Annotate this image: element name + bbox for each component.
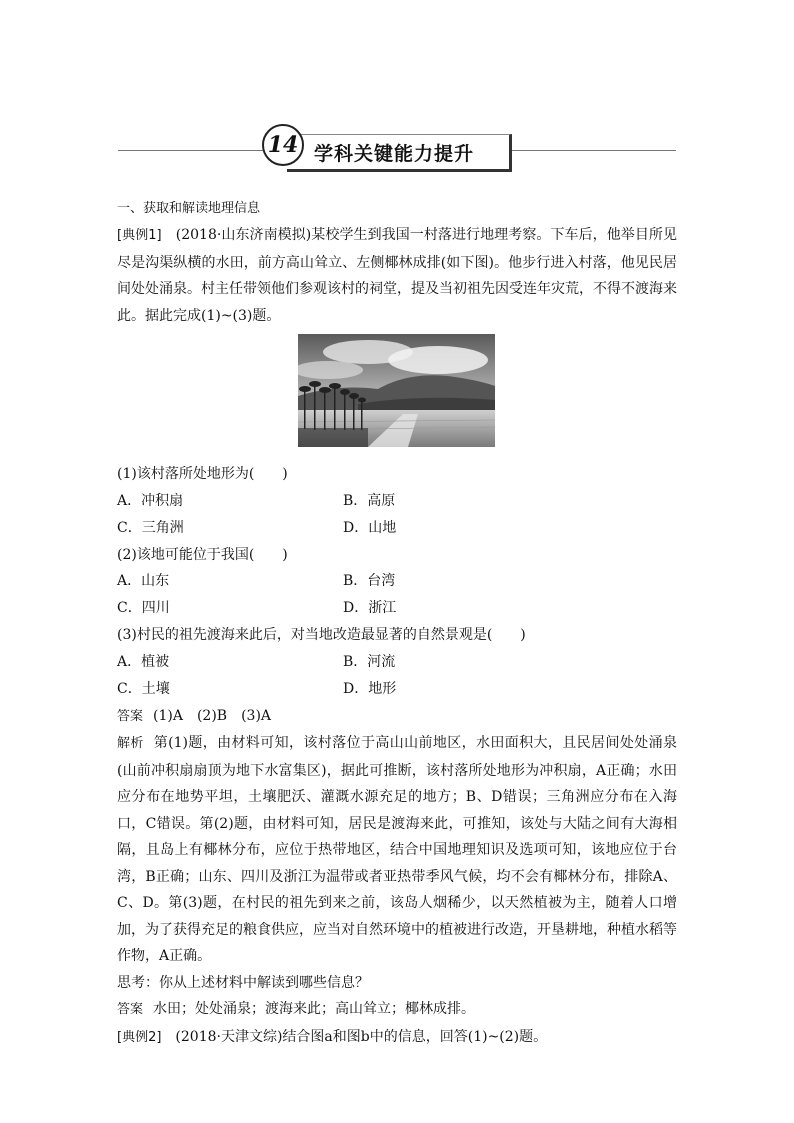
- option: A．山东: [117, 573, 170, 589]
- answer2-text: 水田；处处涌泉；渡海来此；高山耸立；椰林成排。: [153, 1001, 476, 1017]
- page-content: [117, 196, 677, 1051]
- question-3-stem: (3)村民的祖先渡海来此后，对当地改造最显著的自然景观是( ): [117, 627, 526, 643]
- chapter-number: 14: [262, 124, 304, 166]
- chapter-banner: [0, 110, 794, 180]
- option: C．四川: [117, 600, 170, 616]
- banner-rule-left: [118, 150, 268, 151]
- answer-label: 答案: [117, 708, 144, 724]
- answer2-label: 答案: [117, 1002, 144, 1017]
- option: B．高原: [343, 492, 396, 509]
- example1-tag: [典例1]: [117, 228, 162, 243]
- question-1-options-row2: [117, 515, 677, 542]
- question-3-options-row2: [117, 676, 677, 703]
- option: C．三角洲: [117, 519, 184, 536]
- example2-text: (2018·天津文综)结合图a和图b中的信息，回答(1)~(2)题。: [175, 1028, 548, 1045]
- example1-text: (2018·山东济南模拟)某校学生到我国一村落进行地理考察。下车后，他举目所见尽是沟渠纵横的水田，前方高山耸立、左侧椰林成排(如下图)。他步行进入村落，他见民居间处处涌泉。村主任带领他们参观该村的祠堂，提及当初祖先因受连年灾荒，不得不渡海来此。据此完成(1)~(3)题。: [117, 227, 677, 324]
- analysis-text: 第(1)题，由材料可知，该村落位于高山山前地区，水田面积大，且民居间处处涌泉(山前冲积扇扇顶为地下水富集区)，据此可推断，该村落所处地形为冲积扇，A正确；水田应分布在地势平坦，土壤肥沃、灌溉水源充足的地方；B、D错误；三角洲应分布在入海口，C错误。第(2)题，由材料可知，居民是渡海来此，可推知，该处与大陆之间有大海相隔，且岛上有椰林分布，应位于热带地区，结合中国地理知识及选项可知，该地应位于台湾，B正确；山东、四川及浙江为温带或者亚热带季风气候，均不会有椰林分布，排除A、C、D。第(3)题，在村民的祖先到来之前，该岛人烟稀少，以天然植被为主，随着人口增加，为了获得充足的粮食供应，应当对自然环境中的植被进行改造，开垦耕地，种植水稻等作物，A正确。: [117, 735, 677, 964]
- question-1-stem: (1)该村落所处地形为( ): [117, 466, 288, 482]
- photo-container: [117, 329, 677, 461]
- option: A．冲积扇: [117, 492, 184, 509]
- analysis-paragraph: [117, 730, 677, 970]
- option: D．浙江: [343, 600, 397, 616]
- question-2-options-row1: [117, 568, 677, 595]
- option: B．台湾: [343, 573, 396, 589]
- question-1-options-row1: [117, 488, 677, 515]
- question-3-options-row1: [117, 649, 677, 676]
- chapter-title: 学科关键能力提升: [314, 143, 475, 165]
- landscape-photo: [298, 334, 495, 447]
- option: A．植被: [117, 653, 170, 670]
- question-2-options-row2: [117, 595, 677, 622]
- question-2-stem: (2)该地可能位于我国( ): [117, 546, 288, 563]
- example2-tag: [典例2]: [117, 1029, 162, 1045]
- banner-rule-right: [510, 150, 676, 151]
- example2-intro: [117, 1024, 677, 1052]
- section-heading: 一、获取和解读地理信息: [117, 201, 261, 216]
- option: D．地形: [343, 680, 397, 697]
- option: D．山地: [343, 519, 397, 536]
- option: C．土壤: [117, 680, 170, 697]
- answer2-line: [117, 996, 677, 1024]
- analysis-label: 解析: [117, 736, 144, 751]
- answer-text: (1)A (2)B (3)A: [153, 707, 272, 724]
- think-question: 思考：你从上述材料中解读到哪些信息？: [117, 974, 369, 991]
- example1-intro: [117, 222, 677, 329]
- option: B．河流: [343, 653, 396, 670]
- answer-line: [117, 703, 677, 731]
